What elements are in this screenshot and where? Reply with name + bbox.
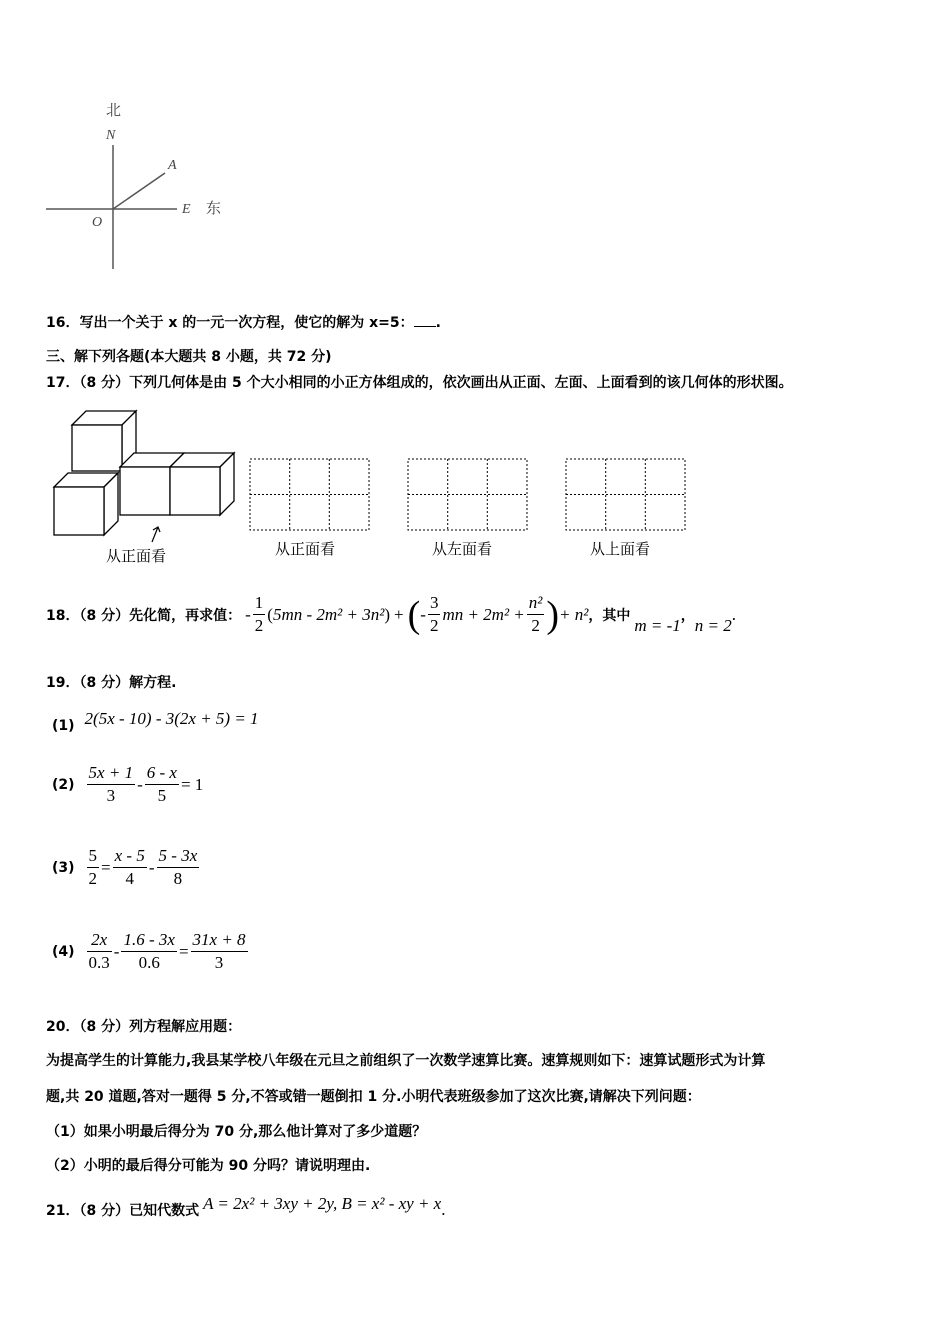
question-17-text: 17．（8 分）下列几何体是由 5 个大小相同的小正方体组成的，依次画出从正面、左面、上面看到的该几何体的形状图。: [46, 375, 793, 391]
q19-part-1: [52, 704, 259, 734]
question-20-sub-2: （2）小明的最后得分可能为 90 分吗？请说明理由.: [46, 1158, 371, 1174]
q19-p3-eq: =: [101, 857, 111, 877]
q18-where: ，其中: [588, 607, 631, 624]
q19-p2-op: -: [137, 774, 143, 794]
q19-p4-eq: =: [178, 941, 189, 961]
q19-p3-op: -: [148, 857, 155, 877]
north-cn-label: 北: [106, 101, 122, 119]
question-16: [46, 312, 441, 332]
q19-p3-frac-b: $\frac{x - 5}{4}$: [114, 846, 145, 888]
q18-group1: (5mn - 2m² + 3n²): [267, 604, 391, 624]
east-cn-label: 东: [206, 199, 222, 217]
q18-tail: + n²: [559, 604, 589, 624]
q19-p4-frac-b: $\frac{1.6 - 3x}{0.6}$: [123, 930, 175, 972]
section-3-heading: 三、解下列各题(本大题共 8 小题，共 72 分): [46, 349, 332, 365]
q18-cond-n: n = 2: [694, 615, 732, 635]
q18-half-fraction: $\frac{1}{2}$: [254, 593, 264, 635]
q19-p4-frac-c: $\frac{31x + 8}{3}$: [192, 930, 246, 972]
question-16-text: 16．写出一个关于 x 的一元一次方程，使它的解为 x=5：: [46, 315, 414, 331]
q18-fraction-3-2: $\frac{3}{2}$: [429, 593, 439, 635]
question-18-label: 18．（8 分）先化简，再求值：: [46, 607, 242, 624]
north-letter-label: N: [106, 128, 116, 143]
q18-fraction-n2-2: $\frac{\text{n²}}{2}$: [528, 593, 543, 635]
q19-p4-frac-a: $\frac{2x}{0.3}$: [88, 930, 110, 972]
left-view-label: 从左面看: [432, 540, 493, 558]
question-20-sub-1: （1）如果小明最后得分为 70 分,那么他计算对了多少道题？: [46, 1124, 427, 1140]
question-21-label: 21．（8 分）已知代数式: [46, 1203, 200, 1219]
q19-part-2: [52, 762, 203, 807]
q18-minus: -: [245, 604, 251, 624]
question-21: [46, 1188, 445, 1220]
question-20-line-2: 题,共 20 道题,答对一题得 5 分,不答或错一题倒扣 1 分.小明代表班级参加了这次比赛,请解决下列问题：: [46, 1089, 701, 1105]
q19-part-1-equation: 2(5x - 10) - 3(2x + 5) = 1: [84, 709, 259, 728]
question-19-label: 19．（8 分）解方程.: [46, 675, 177, 691]
q18-plus: +: [394, 604, 404, 624]
q18-comma: ，: [680, 607, 695, 624]
cube-solid-figure: [50, 405, 240, 565]
question-16-end: .: [435, 315, 441, 331]
left-view-grid[interactable]: [407, 458, 529, 532]
q19-part-1-label: (1): [52, 718, 75, 734]
compass-diagram: [40, 95, 240, 275]
question-21-period: .: [441, 1200, 446, 1219]
solid-view-label: 从正面看: [106, 547, 167, 565]
q18-lparen: (: [407, 593, 421, 636]
q18-period: .: [731, 604, 737, 624]
q18-cond-m: m = -1: [634, 615, 681, 635]
q19-part-3: [52, 845, 201, 890]
ray-oa: [113, 173, 165, 209]
q19-p2-rhs: = 1: [180, 774, 204, 794]
front-view-grid[interactable]: [249, 458, 371, 532]
q19-part-3-label: (3): [52, 859, 75, 876]
q19-part-2-label: (2): [52, 776, 75, 793]
answer-blank[interactable]: [414, 312, 436, 327]
q19-p2-frac-a: $\frac{5x + 1}{3}$: [88, 763, 134, 805]
q19-p2-frac-b: $\frac{6 - x}{5}$: [146, 763, 177, 805]
q19-part-4-label: (4): [52, 943, 75, 960]
origin-label: O: [92, 215, 103, 230]
top-view-grid[interactable]: [565, 458, 687, 532]
q18-mid: mn + 2m² +: [442, 604, 525, 624]
q18-neg: -: [420, 604, 426, 624]
q19-p3-frac-a: $\frac{5}{2}$: [88, 846, 98, 888]
q18-rparen: ): [546, 593, 560, 636]
front-view-label: 从正面看: [275, 540, 336, 558]
q19-part-4: [52, 929, 250, 974]
east-letter-label: E: [182, 202, 191, 217]
question-20-label: 20．（8 分）列方程解应用题：: [46, 1019, 242, 1035]
q19-p4-op: -: [113, 941, 120, 961]
q19-p3-frac-c: $\frac{5 - 3x}{8}$: [158, 846, 198, 888]
question-20-line-1: 为提高学生的计算能力,我县某学校八年级在元旦之前组织了一次数学速算比赛。速算规则如下：速算试题形式为计算: [46, 1053, 766, 1069]
point-a-label: A: [168, 158, 177, 173]
question-21-expression: A = 2x² + 3xy + 2y, B = x² - xy + x: [203, 1194, 442, 1213]
question-18: [46, 592, 736, 637]
top-view-label: 从上面看: [590, 540, 651, 558]
